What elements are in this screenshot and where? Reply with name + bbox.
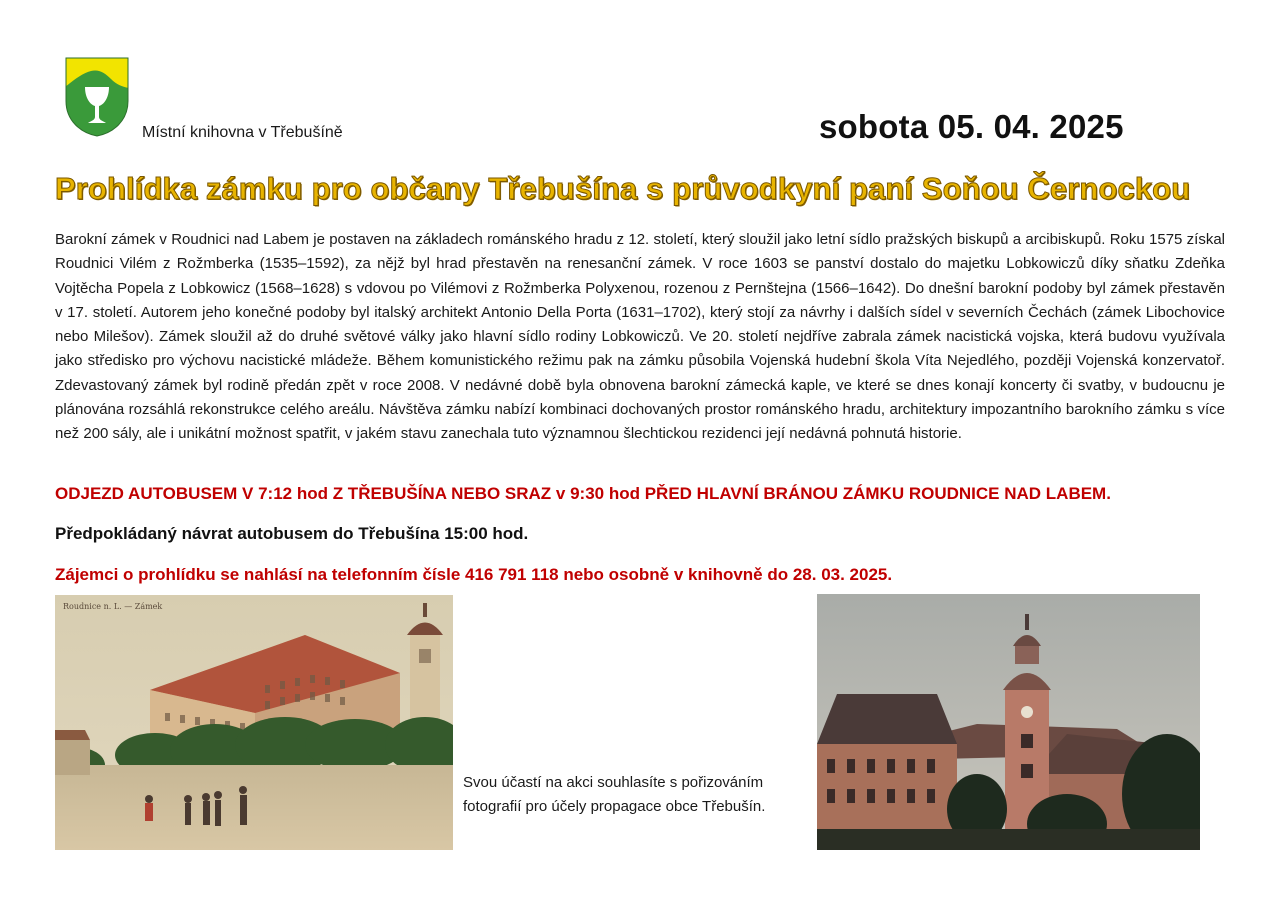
event-date: sobota 05. 04. 2025 <box>819 108 1124 145</box>
postcard-caption: Roudnice n. L. — Zámek <box>63 602 163 611</box>
return-notice: Předpokládaný návrat autobusem do Třebušína 15:00 hod. <box>55 524 529 543</box>
castle-description: Barokní zámek v Roudnici nad Labem je postaven na základech románského hradu z 12. století, který sloužil jako letní sídlo pražských biskupů a arcibiskupů. Roku 1575 získal Roudnici Vilém z Rožmberka (1535–1592), za nějž byl hrad přestavěn na renesanční zámek. V roce 1603 se panství dostalo do majetku Lobkowiczů díky sňatku Zdeňka Vojtěcha Popela z Lobkowicz (1568–1628) s vdovou po Vilémovi z Rožmberka Polyxenou, rozenou z Pernštejna (1566–1642). Do dnešní barokní podoby byl zámek přestavěn v 17. století. Autorem jeho konečné podoby byl italský architekt Antonio Della Porta (1631–1702), který stojí za návrhy i dalších sídel v severních Čechách (zámek Libochovice nebo Milešov). Zámek sloužil až do druhé světové války jako hlavní sídlo rodiny Lobkowiczů. Ve 20. století nejdříve zabrala zámek nacistická vojska, která budovu využívala jako středisko pro výchovu nacistické mládeže. Během komunistického režimu pak na zámku působila Vojenská hudební škola Víta Nejedlého, později Vojenská konzervatoř. Zdevastovaný zámek byl rodině předán zpět v roce 2008. V nedávné době byla obnovena barokní zámecká kaple, ve které se dnes konají koncerty či svatby, v budoucnu je plánována rozsáhlá rekonstrukce celého areálu. Návštěva zámku nabízí kombinaci dochovaných prostor románského hradu, architektury impozantního barokního zámku s více než 200 sály, ale i unikátní možnost spatřit, v jakém stavu zanechala tuto významnou šlechtickou rezidenci její nedávná pohnutá historie. <box>55 231 1225 443</box>
registration-notice: Zájemci o prohlídku se nahlásí na telefonním čísle 416 791 118 nebo osobně v knihovně do 28. 03. 2025. <box>55 565 893 584</box>
chalice-coat-of-arms-icon <box>65 57 129 137</box>
modern-castle-photo <box>817 594 1200 850</box>
consent-line-2: fotografií pro účely propagace obce Třebušín. <box>463 798 766 815</box>
photo-consent-note <box>463 771 813 819</box>
page-title: Prohlídka zámku pro občany Třebušína s průvodkyní paní Soňou Černockou <box>55 171 1191 206</box>
historic-castle-photo <box>55 595 453 850</box>
departure-notice: ODJEZD AUTOBUSEM V 7:12 hod Z TŘEBUŠÍNA NEBO SRAZ v 9:30 hod PŘED HLAVNÍ BRÁNOU ZÁMKU ROUDNICE NAD LABEM. <box>55 484 1111 503</box>
consent-line-1: Svou účastí na akci souhlasíte s pořizováním <box>463 774 764 791</box>
library-name: Místní knihovna v Třebušíně <box>142 124 343 141</box>
